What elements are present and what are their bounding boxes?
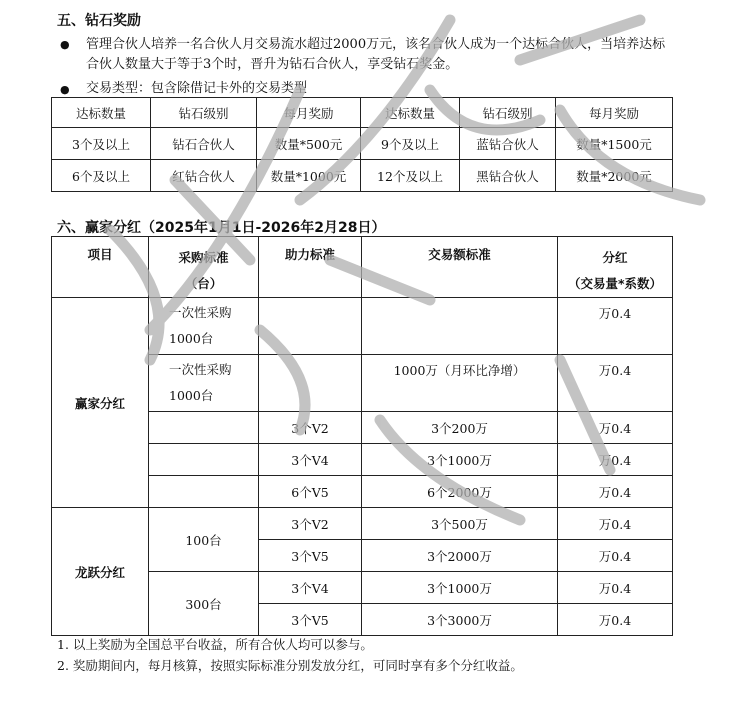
dividend-cell: 万0.4 — [558, 572, 673, 604]
note-1: 1. 以上奖励为全国总平台收益，所有合伙人均可以参与。 — [57, 637, 373, 652]
dividend-cell: 万0.4 — [558, 298, 673, 355]
section6-title: 六、赢家分红（2025年1月1日-2026年2月28日） — [57, 220, 386, 236]
purchase-cell — [149, 444, 259, 476]
header-purchase-line1: 采购标准 — [178, 250, 229, 265]
table-header-row — [52, 237, 673, 298]
table-cell: 数量*1000元 — [257, 160, 361, 192]
volume-cell: 3个1000万 — [362, 572, 558, 604]
table-row — [52, 508, 673, 540]
dividend-cell: 万0.4 — [558, 444, 673, 476]
bullet-dot: ● — [60, 83, 70, 96]
section5-bullet2: 交易类型：包含除借记卡外的交易类型 — [86, 81, 308, 96]
header-dividend — [558, 237, 673, 298]
purchase-line2: 1000台 — [169, 331, 214, 346]
purchase-cell — [149, 476, 259, 508]
table-cell: 红钻合伙人 — [151, 160, 257, 192]
assist-cell: 3个V2 — [259, 412, 362, 444]
diamond-reward-table — [51, 97, 673, 192]
header-cell: 每月奖励 — [257, 98, 361, 128]
table-row — [52, 160, 673, 192]
dividend-cell: 万0.4 — [558, 355, 673, 412]
volume-cell: 3个200万 — [362, 412, 558, 444]
purchase-line2: 1000台 — [169, 388, 214, 403]
volume-cell: 3个2000万 — [362, 540, 558, 572]
winner-dividend-label: 赢家分红 — [52, 298, 149, 508]
purchase-line1: 一次性采购 — [169, 362, 232, 377]
header-assist: 助力标准 — [259, 237, 362, 298]
purchase-cell — [149, 298, 259, 355]
table-cell: 6个及以上 — [52, 160, 151, 192]
assist-cell: 3个V4 — [259, 444, 362, 476]
header-cell: 达标数量 — [361, 98, 460, 128]
header-dividend-line2: （交易量*系数） — [567, 276, 663, 291]
table-cell: 黑钻合伙人 — [460, 160, 556, 192]
assist-cell: 3个V4 — [259, 572, 362, 604]
section5-bullet1-line2: 合伙人数量大于等于3个时，晋升为钻石合伙人，享受钻石奖金。 — [86, 57, 459, 72]
bullet-dot: ● — [60, 38, 70, 51]
assist-cell: 3个V2 — [259, 508, 362, 540]
table-cell: 9个及以上 — [361, 128, 460, 160]
assist-cell — [259, 355, 362, 412]
purchase-cell — [149, 355, 259, 412]
purchase-cell: 100台 — [149, 508, 259, 572]
section5-title: 五、钻石奖励 — [57, 13, 141, 29]
dividend-cell: 万0.4 — [558, 604, 673, 636]
purchase-cell: 300台 — [149, 572, 259, 636]
volume-cell — [362, 298, 558, 355]
table-cell: 钻石合伙人 — [151, 128, 257, 160]
header-project: 项目 — [52, 237, 149, 298]
header-purchase-line2: （台） — [184, 276, 223, 291]
longyue-dividend-label: 龙跃分红 — [52, 508, 149, 636]
table-cell: 数量*1500元 — [556, 128, 673, 160]
header-dividend-line1: 分红 — [602, 250, 628, 265]
purchase-line1: 一次性采购 — [169, 305, 232, 320]
assist-cell: 3个V5 — [259, 604, 362, 636]
volume-cell: 1000万（月环比净增） — [362, 355, 558, 412]
table-cell: 数量*2000元 — [556, 160, 673, 192]
table-row — [52, 298, 673, 355]
dividend-table — [51, 236, 673, 636]
volume-cell: 6个2000万 — [362, 476, 558, 508]
dividend-cell: 万0.4 — [558, 476, 673, 508]
header-cell: 钻石级别 — [151, 98, 257, 128]
header-cell: 钻石级别 — [460, 98, 556, 128]
assist-cell: 3个V5 — [259, 540, 362, 572]
dividend-cell: 万0.4 — [558, 540, 673, 572]
table-cell: 数量*500元 — [257, 128, 361, 160]
volume-cell: 3个1000万 — [362, 444, 558, 476]
table-cell: 3个及以上 — [52, 128, 151, 160]
section5-bullet1-line1: 管理合伙人培养一名合伙人月交易流水超过2000万元，该名合伙人成为一个达标合伙人，当培养达标 — [86, 37, 666, 52]
dividend-cell: 万0.4 — [558, 412, 673, 444]
assist-cell: 6个V5 — [259, 476, 362, 508]
header-purchase — [149, 237, 259, 298]
note-2: 2. 奖励期间内，每月核算，按照实际标准分别发放分红，可同时享有多个分红收益。 — [57, 658, 523, 673]
purchase-cell — [149, 412, 259, 444]
volume-cell: 3个3000万 — [362, 604, 558, 636]
dividend-cell: 万0.4 — [558, 508, 673, 540]
header-cell: 达标数量 — [52, 98, 151, 128]
header-cell: 每月奖励 — [556, 98, 673, 128]
header-volume: 交易额标准 — [362, 237, 558, 298]
table-cell: 蓝钻合伙人 — [460, 128, 556, 160]
table-header-row — [52, 98, 673, 128]
assist-cell — [259, 298, 362, 355]
table-cell: 12个及以上 — [361, 160, 460, 192]
volume-cell: 3个500万 — [362, 508, 558, 540]
table-row — [52, 128, 673, 160]
